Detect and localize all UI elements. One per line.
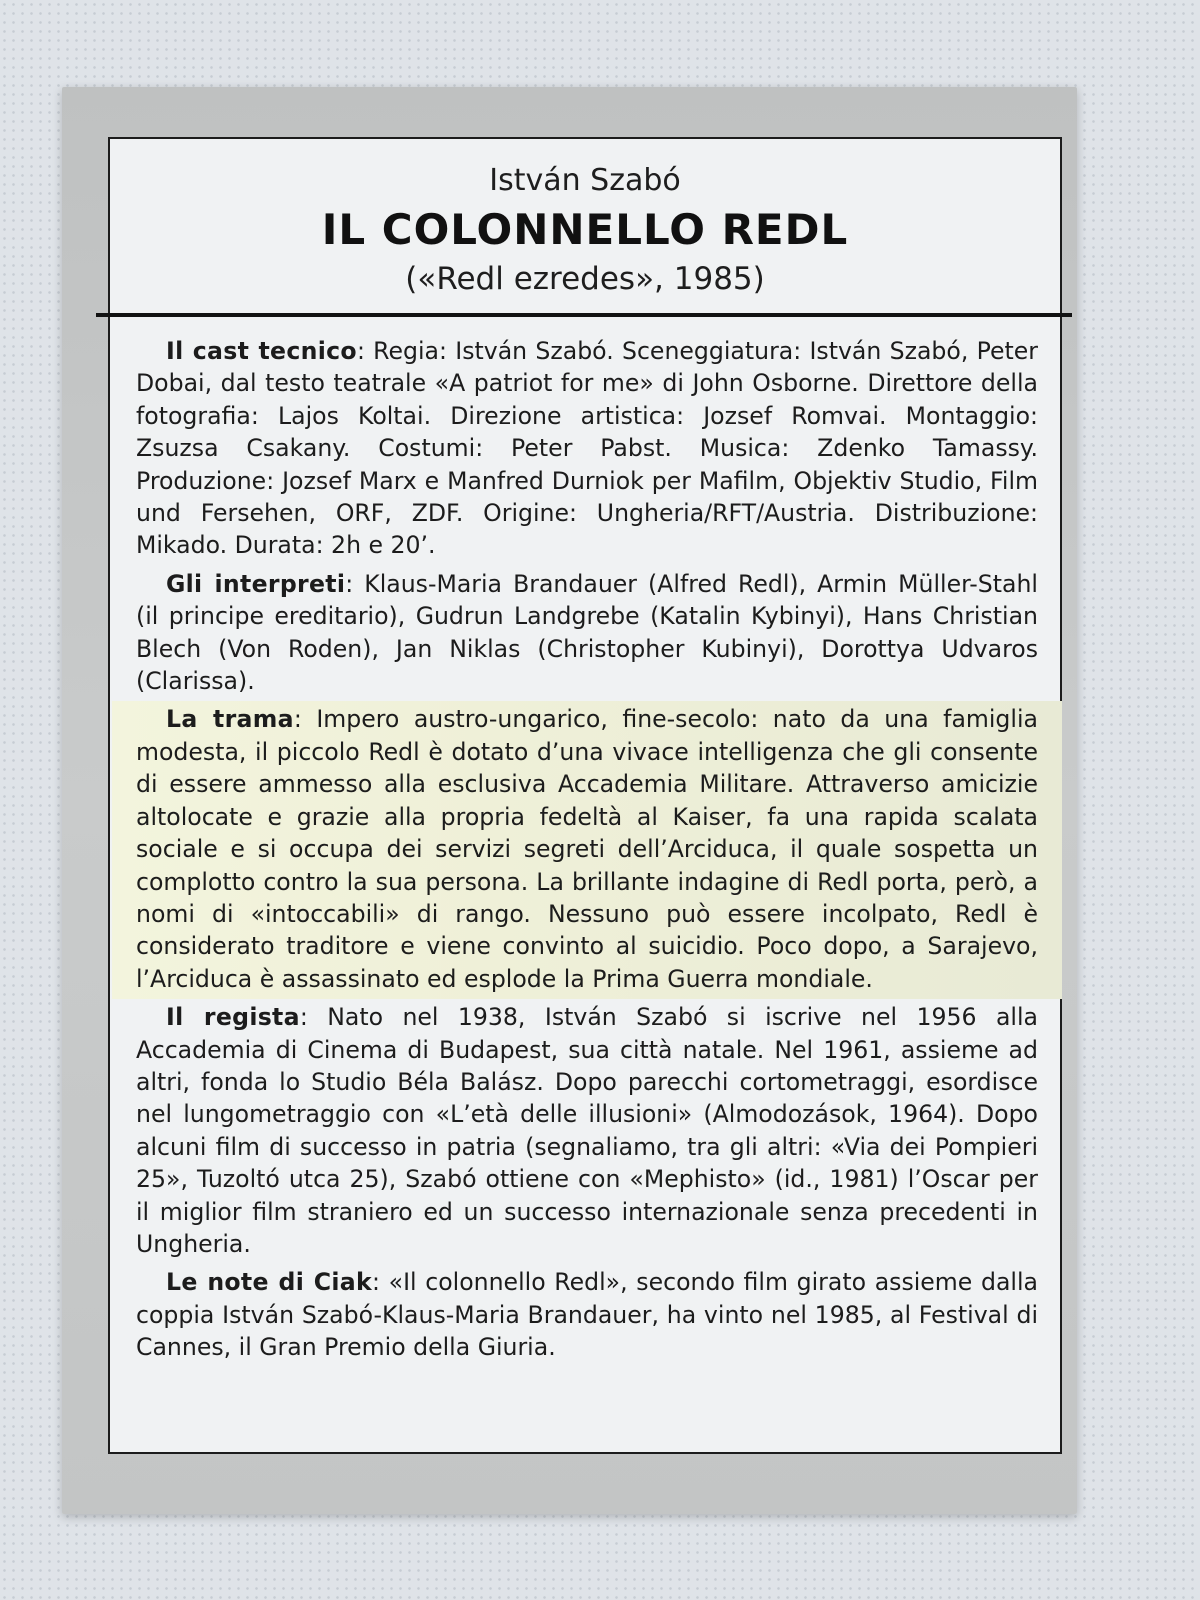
section-heading: Il regista bbox=[166, 1003, 300, 1032]
section-cast-tecnico bbox=[136, 335, 1038, 562]
section-trama bbox=[136, 703, 1038, 995]
section-text: : Impero austro-ungarico, fine-secolo: nato da una famiglia modesta, il piccolo Redl è dotato d’una vivace intelligenza che gli consente di essere ammesso alla esclusiva Accademia Militare. Attraverso amicizie altolocate e grazie alla propria fedeltà al Kaiser, fa una rapida scalata sociale e si occupa dei servizi segreti dell’Arciduca, il quale sospetta un complotto contro la sua persona. La brillante indagine di Redl porta, però, a nomi di «intoccabili» di rango. Nessuno può essere incolpato, Redl è considerato traditore e viene convinto al suicidio. Poco dopo, a Sarajevo, l’Arciduca è assassinato ed esplode la Prima Guerra mondiale. bbox=[136, 705, 1038, 993]
header-divider bbox=[96, 313, 1072, 317]
film-card bbox=[62, 87, 1077, 1514]
card-body bbox=[136, 335, 1038, 1370]
card-panel bbox=[108, 137, 1062, 1454]
section-heading: Gli interpreti bbox=[166, 569, 346, 598]
card-header bbox=[110, 139, 1060, 313]
section-heading: La trama bbox=[166, 705, 294, 734]
section-text: : «Il colonnello Redl», secondo film girato assieme dalla coppia István Szabó-Klaus-Maria Brandauer, ha vinto nel 1985, al Festival di Cannes, il Gran Premio della Giuria. bbox=[136, 1268, 1038, 1362]
section-heading: Le note di Ciak bbox=[166, 1268, 372, 1297]
section-heading: Il cast tecnico bbox=[166, 337, 357, 365]
section-text: : Regia: István Szabó. Sceneggiatura: István Szabó, Peter Dobai, dal testo teatrale «A patriot for me» di John Osborne. Direttore della fotografia: Lajos Koltai. Direzione artistica: Jozsef Romvai. Montaggio: Zsuzsa Csakany. Costumi: Peter Pabst. Musica: Zdenko Tamassy. Produzione: Jozsef Marx e Manfred Durniok per Mafilm, Objektiv Studio, Film und Fersehen, ORF, ZDF. Origine: Ungheria/RFT/Austria. Distribuzione: Mikado. Durata: 2h e 20’. bbox=[136, 337, 1038, 560]
section-regista bbox=[136, 1001, 1038, 1260]
director-name: István Szabó bbox=[489, 163, 681, 198]
section-note-ciak bbox=[136, 1266, 1038, 1363]
original-title: («Redl ezredes», 1985) bbox=[405, 261, 765, 297]
film-title: IL COLONNELLO REDL bbox=[321, 205, 849, 254]
section-text: : Nato nel 1938, István Szabó si iscrive nel 1956 alla Accademia di Cinema di Budapest, sua città natale. Nel 1961, assieme ad altri, fonda lo Studio Béla Balász. Dopo parecchi cortometraggi, esordisce nel lungometraggio con «L’età delle illusioni» (Almodozások, 1964). Dopo alcuni film di successo in patria (segnaliamo, tra gli altri: «Via dei Pompieri 25», Tuzoltó utca 25), Szabó ottiene con «Mephisto» (id., 1981) l’Oscar per il miglior film straniero ed un successo internazionale senza precedenti in Ungheria. bbox=[136, 1003, 1038, 1258]
section-text: : Klaus-Maria Brandauer (Alfred Redl), Armin Müller-Stahl (il principe ereditario), Gudrun Landgrebe (Katalin Kybinyi), Hans Christian Blech (Von Roden), Jan Niklas (Christopher Kubinyi), Dorottya Udvaros (Clarissa). bbox=[136, 569, 1038, 696]
section-interpreti bbox=[136, 568, 1038, 698]
